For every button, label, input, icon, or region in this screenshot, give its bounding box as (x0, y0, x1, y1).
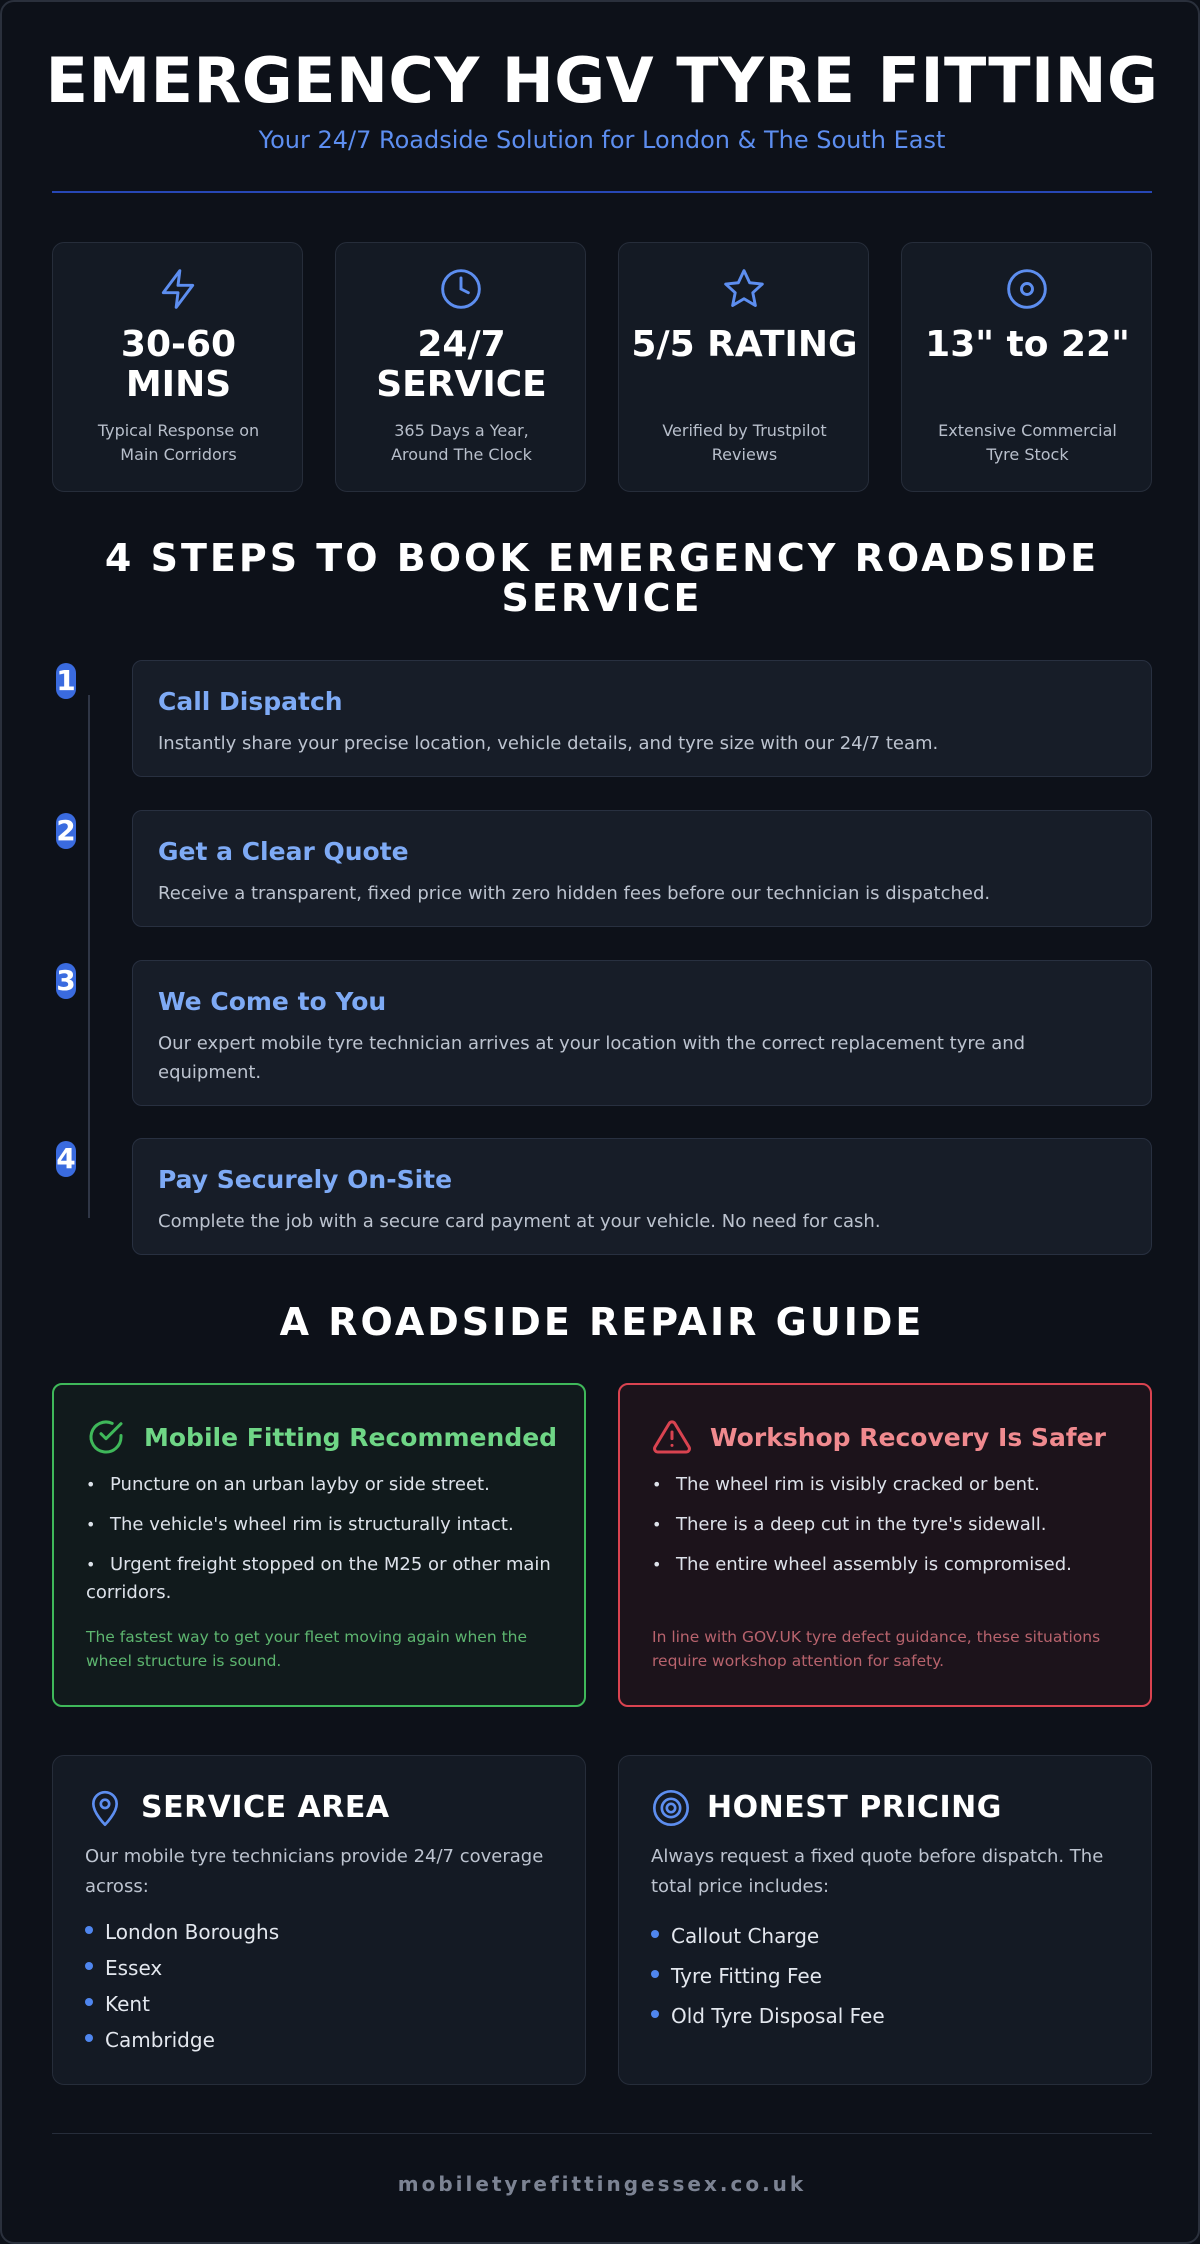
mobile-fitting-card (52, 1383, 586, 1707)
step-title: We Come to You (158, 987, 387, 1016)
steps-heading: 4 STEPS TO BOOK EMERGENCY ROADSIDE SERVICE (104, 536, 1100, 620)
stat-card-response (52, 242, 303, 492)
clock-icon (439, 267, 483, 311)
list-item: • The wheel rim is visibly cracked or bent. (652, 1471, 1132, 1499)
step-card-call-dispatch (132, 660, 1152, 777)
stat-value: 5/5 RATING (631, 324, 858, 365)
pricing-card (618, 1755, 1152, 2085)
step-number: 2 (56, 814, 76, 847)
guide-heading: A ROADSIDE REPAIR GUIDE (279, 1300, 925, 1344)
service-area-card (52, 1755, 586, 2085)
step-description: Our expert mobile tyre technician arrives at your location with the correct replacement tyre and equipment. (158, 1033, 1026, 1083)
service-area-description: Our mobile tyre technicians provide 24/7 coverage across: (85, 1846, 544, 1897)
list-item: • Puncture on an urban layby or side street. (86, 1471, 566, 1499)
workshop-recovery-list (652, 1471, 1132, 1591)
stat-value: 13" to 22" (925, 324, 1130, 365)
mobile-fitting-title: Mobile Fitting Recommended (144, 1423, 558, 1452)
step-title: Call Dispatch (158, 687, 343, 716)
check-circle-icon (86, 1417, 126, 1457)
step-description: Complete the job with a secure card payment at your vehicle. No need for cash. (158, 1211, 881, 1232)
pricing-list (651, 1916, 885, 2036)
list-item: Kent (85, 1986, 279, 2022)
list-item: Essex (85, 1950, 279, 1986)
stat-card-stock (901, 242, 1152, 492)
target-icon (651, 1788, 691, 1828)
footer-divider (52, 2133, 1152, 2134)
list-item: Cambridge (85, 2022, 279, 2058)
timeline-line (88, 695, 90, 1218)
stat-card-rating (618, 242, 869, 492)
step-number: 3 (56, 964, 76, 997)
pricing-title: HONEST PRICING (707, 1790, 1002, 1825)
step-card-pay (132, 1138, 1152, 1255)
list-item: • There is a deep cut in the tyre's sidewall. (652, 1511, 1132, 1539)
step-number: 4 (56, 1142, 76, 1175)
stat-caption: Typical Response on Main Corridors (97, 421, 260, 464)
list-item: • The entire wheel assembly is compromised. (652, 1551, 1132, 1579)
lightning-icon (156, 267, 200, 311)
stat-caption: Verified by Trustpilot Reviews (662, 421, 827, 464)
step-card-quote (132, 810, 1152, 927)
stat-value: 24/7 SERVICE (376, 324, 547, 405)
step-title: Pay Securely On-Site (158, 1165, 453, 1194)
map-pin-icon (85, 1788, 125, 1828)
list-item: • The vehicle's wheel rim is structurally intact. (86, 1511, 566, 1539)
step-title: Get a Clear Quote (158, 837, 409, 866)
star-icon (722, 267, 766, 311)
list-item: London Boroughs (85, 1914, 279, 1950)
service-area-list (85, 1914, 279, 2058)
service-area-title: SERVICE AREA (141, 1790, 390, 1825)
step-description: Instantly share your precise location, vehicle details, and tyre size with our 24/7 team. (158, 733, 939, 754)
step-description: Receive a transparent, fixed price with zero hidden fees before our technician is dispatched. (158, 883, 991, 904)
workshop-recovery-note: In line with GOV.UK tyre defect guidance, these situations require workshop attention for safety. (652, 1628, 1101, 1670)
list-item: Callout Charge (651, 1916, 885, 1956)
mobile-fitting-list (86, 1471, 566, 1619)
workshop-recovery-card (618, 1383, 1152, 1707)
mobile-fitting-note: The fastest way to get your fleet moving again when the wheel structure is sound. (86, 1628, 528, 1670)
warning-icon (652, 1417, 692, 1457)
pricing-description: Always request a fixed quote before dispatch. The total price includes: (651, 1846, 1104, 1897)
header-divider (52, 191, 1152, 193)
footer-domain: mobiletyrefittingessex.co.uk (397, 2172, 807, 2196)
page-title: EMERGENCY HGV TYRE FITTING (45, 44, 1159, 117)
page-subtitle: Your 24/7 Roadside Solution for London & The South East (258, 126, 946, 154)
stat-caption: 365 Days a Year, Around The Clock (391, 421, 532, 464)
workshop-recovery-title: Workshop Recovery Is Safer (710, 1423, 1106, 1452)
step-card-come-to-you (132, 960, 1152, 1106)
stat-value: 30-60 MINS (120, 324, 237, 405)
tyre-icon (1005, 267, 1049, 311)
stat-card-service (335, 242, 586, 492)
list-item: Old Tyre Disposal Fee (651, 1996, 885, 2036)
stats-row (52, 242, 1152, 492)
step-number: 1 (56, 664, 76, 697)
list-item: • Urgent freight stopped on the M25 or other main corridors. (86, 1551, 566, 1607)
list-item: Tyre Fitting Fee (651, 1956, 885, 1996)
stat-caption: Extensive Commercial Tyre Stock (938, 421, 1117, 464)
